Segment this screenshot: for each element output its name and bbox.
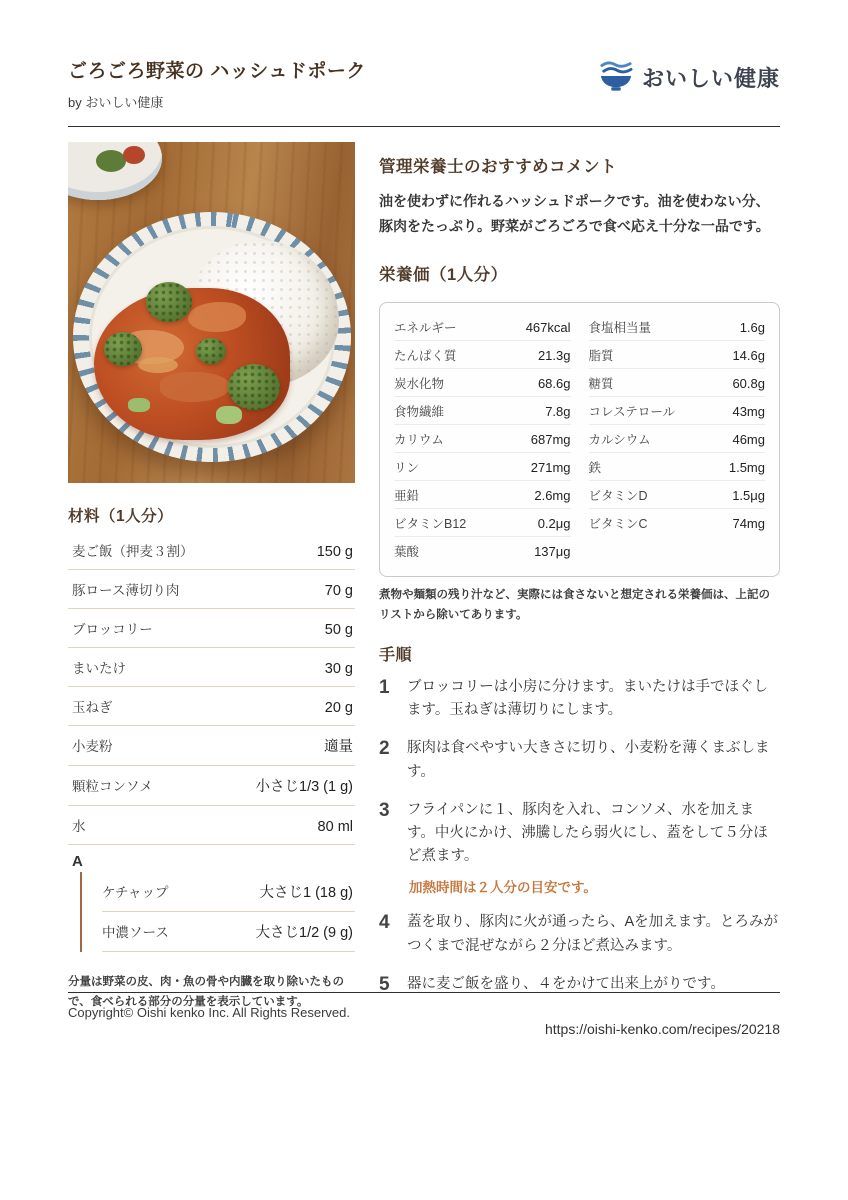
nutrient-value: 271mg: [530, 459, 571, 475]
nutrition-row: [394, 341, 571, 369]
ingredient-name: まいたけ: [72, 661, 126, 676]
ingredient-row: [68, 531, 355, 570]
copyright-text: Copyright© Oishi kenko Inc. All Rights Reserved.: [68, 1005, 350, 1020]
nutrient-value: 687mg: [530, 431, 571, 447]
nutrient-label: 食物繊維: [394, 404, 445, 419]
step-number: 4: [379, 912, 390, 934]
nutrition-row: [394, 313, 571, 341]
nutrition-row: [589, 341, 766, 369]
broccoli-floret: [146, 282, 192, 322]
nutrient-value: 74mg: [732, 515, 765, 531]
nutrient-label: ビタミンB12: [394, 516, 467, 531]
page-footer: [68, 992, 780, 1020]
step-text: フライパンに１、豚肉を入れ、コンソメ、水を加えます。中火にかけ、沸騰したら弱火にし、蓋をして５分ほど煮ます。: [407, 801, 768, 865]
nutrient-label: たんぱく質: [394, 348, 457, 363]
ingredient-row: [68, 766, 355, 806]
nutrition-row: [589, 369, 766, 397]
broccoli-floret: [104, 332, 142, 366]
nutrient-value: 0.2μg: [537, 515, 571, 531]
nutrient-value: 467kcal: [525, 319, 571, 335]
step-text: ブロッコリーは小房に分けます。まいたけは手でほぐします。玉ねぎは薄切りにします。: [407, 679, 769, 719]
ingredients-note: 分量は野菜の皮、肉・魚の骨や内臓を取り除いたもので、食べられる部分の分量を表示しています。: [68, 976, 344, 1009]
recipe-url-link[interactable]: https://oishi-kenko.com/recipes/20218: [544, 1020, 780, 1037]
ingredient-amount: 大さじ1 (18 g): [259, 885, 353, 901]
nutrient-value: 137μg: [534, 543, 571, 559]
left-column: [68, 142, 355, 1039]
ingredient-name: 中濃ソース: [102, 925, 169, 940]
ingredient-name: 小麦粉: [72, 739, 113, 754]
nutrition-row: [589, 425, 766, 453]
ingredient-amount: 80 ml: [317, 819, 353, 835]
step-number: 3: [379, 799, 390, 821]
broccoli-stem: [216, 406, 242, 424]
logo-text: おいしい健康: [641, 66, 780, 91]
nutrient-value: 60.8g: [732, 375, 765, 391]
nutrient-value: 14.6g: [732, 347, 765, 363]
nutrition-row: [394, 425, 571, 453]
nutrient-value: 1.6g: [739, 319, 765, 335]
ingredient-amount: 小さじ1/3 (1 g): [255, 779, 353, 795]
footer-divider: [68, 992, 780, 993]
ingredient-amount: 50 g: [324, 622, 353, 638]
ingredient-name: 麦ご飯（押麦３割）: [72, 544, 194, 559]
nutrient-label: 糖質: [588, 376, 614, 391]
broccoli-floret: [228, 364, 280, 410]
step-item: [379, 911, 780, 957]
step-heating-note: 加熱時間は２人分の目安です。: [409, 880, 597, 896]
ingredient-row: [102, 912, 355, 952]
nutrient-label: 亜鉛: [394, 488, 420, 503]
ingredient-row: [68, 726, 355, 766]
nutrition-row: [589, 481, 766, 509]
ingredient-name: 豚ロース薄切り肉: [72, 583, 180, 598]
step-item: [379, 676, 780, 722]
ingredient-amount: 20 g: [324, 700, 353, 716]
recipe-byline: by おいしい健康: [68, 95, 164, 110]
ingredient-name: 玉ねぎ: [72, 700, 113, 715]
nutrient-value: 1.5μg: [732, 487, 765, 503]
ingredient-name: 水: [72, 819, 86, 834]
nutrient-label: ビタミンD: [588, 488, 648, 503]
nutrient-label: 鉄: [588, 460, 602, 475]
pork-slice: [188, 302, 246, 332]
header-divider: [68, 126, 780, 127]
nutrition-row: [589, 313, 766, 341]
recipe-title: ごろごろ野菜の ハッシュドポーク: [68, 61, 366, 82]
nutrition-note: 煮物や麺類の残り汁など、実際には食さないと想定される栄養価は、上記のリストから除いてあります。: [379, 589, 770, 621]
step-number: 2: [379, 738, 390, 760]
nutrition-table: [379, 302, 780, 577]
nutrition-column-right: [589, 313, 766, 564]
nutrient-label: 脂質: [588, 348, 614, 363]
ingredients-heading: 材料（1人分）: [68, 508, 174, 525]
content-columns: [68, 142, 780, 1039]
ingredient-amount: 70 g: [324, 583, 353, 599]
broccoli-stem: [128, 398, 150, 412]
nutrition-row: [394, 537, 571, 564]
page-header: [68, 56, 780, 111]
ingredient-group: [80, 872, 355, 952]
nutrient-value: 43mg: [732, 403, 765, 419]
step-text: 蓋を取り、豚肉に火が通ったら、Aを加えます。とろみがつくまで混ぜながら２分ほど煮込みます。: [407, 914, 779, 954]
ingredient-amount: 大さじ1/2 (9 g): [255, 925, 353, 941]
ingredient-name: ブロッコリー: [72, 622, 153, 637]
nutrient-value: 68.6g: [537, 375, 571, 391]
nutrition-row: [589, 509, 766, 536]
ingredient-amount: 150 g: [316, 544, 353, 560]
side-bowl-food: [96, 150, 126, 172]
nutrient-value: 1.5mg: [728, 459, 765, 475]
ingredient-name: ケチャップ: [102, 885, 169, 900]
nutrition-row: [394, 481, 571, 509]
nutrient-label: 葉酸: [394, 544, 420, 559]
nutrient-label: ビタミンC: [588, 516, 648, 531]
nutrition-column-left: [394, 313, 571, 564]
title-block: [68, 56, 366, 111]
comment-heading: 管理栄養士のおすすめコメント: [379, 158, 618, 176]
nutrient-label: 炭水化物: [394, 376, 445, 391]
ingredient-row: [68, 570, 355, 609]
oishi-kenko-logo: [597, 58, 780, 97]
step-text: 豚肉は食べやすい大きさに切り、小麦粉を薄くまぶします。: [407, 740, 770, 780]
steps-list: [379, 676, 780, 996]
nutrient-label: リン: [394, 460, 420, 475]
step-text: 器に麦ご飯を盛り、４をかけて出来上がりです。: [407, 975, 725, 992]
nutrition-row: [394, 397, 571, 425]
ingredient-row: [68, 806, 355, 845]
nutrient-label: コレステロール: [588, 404, 676, 419]
ingredient-amount: 30 g: [324, 661, 353, 677]
step-item: [379, 799, 780, 897]
nutrition-row: [394, 369, 571, 397]
right-column: [379, 142, 780, 1039]
steps-heading: 手順: [379, 647, 413, 665]
nutrient-label: エネルギー: [394, 320, 457, 335]
comment-body: 油を使わずに作れるハッシュドポークです。油を使わない分、豚肉をたっぷり。野菜がごろごろで食べ応え十分な一品です。: [379, 193, 770, 234]
bowl-logo-icon: [597, 58, 635, 97]
nutrient-value: 2.6mg: [534, 487, 571, 503]
recipe-photo: [68, 142, 355, 483]
nutrition-row: [589, 453, 766, 481]
nutrient-label: カルシウム: [588, 432, 651, 447]
nutrient-value: 7.8g: [545, 403, 571, 419]
nutrient-label: カリウム: [394, 432, 444, 447]
ingredient-row: [68, 648, 355, 687]
nutrient-label: 食塩相当量: [588, 320, 652, 335]
ingredients-table: [68, 531, 355, 952]
side-bowl-food: [123, 146, 145, 164]
ingredient-group-label: A: [72, 853, 83, 870]
step-item: [379, 737, 780, 783]
nutrition-row: [394, 509, 571, 537]
ingredient-row: [68, 609, 355, 648]
ingredient-row: [68, 687, 355, 726]
ingredient-name: 顆粒コンソメ: [72, 779, 153, 794]
onion-slice: [138, 357, 178, 373]
nutrition-row: [394, 453, 571, 481]
ingredient-row: [102, 872, 355, 912]
step-number: 5: [379, 973, 390, 995]
nutrient-value: 46mg: [732, 431, 765, 447]
step-number: 1: [379, 677, 390, 699]
nutrition-row: [589, 397, 766, 425]
broccoli-floret: [196, 338, 226, 364]
ingredient-amount: 適量: [324, 739, 353, 755]
nutrient-value: 21.3g: [537, 347, 571, 363]
nutrition-heading: 栄養価（1人分）: [379, 266, 508, 284]
url-line: [379, 1021, 780, 1039]
